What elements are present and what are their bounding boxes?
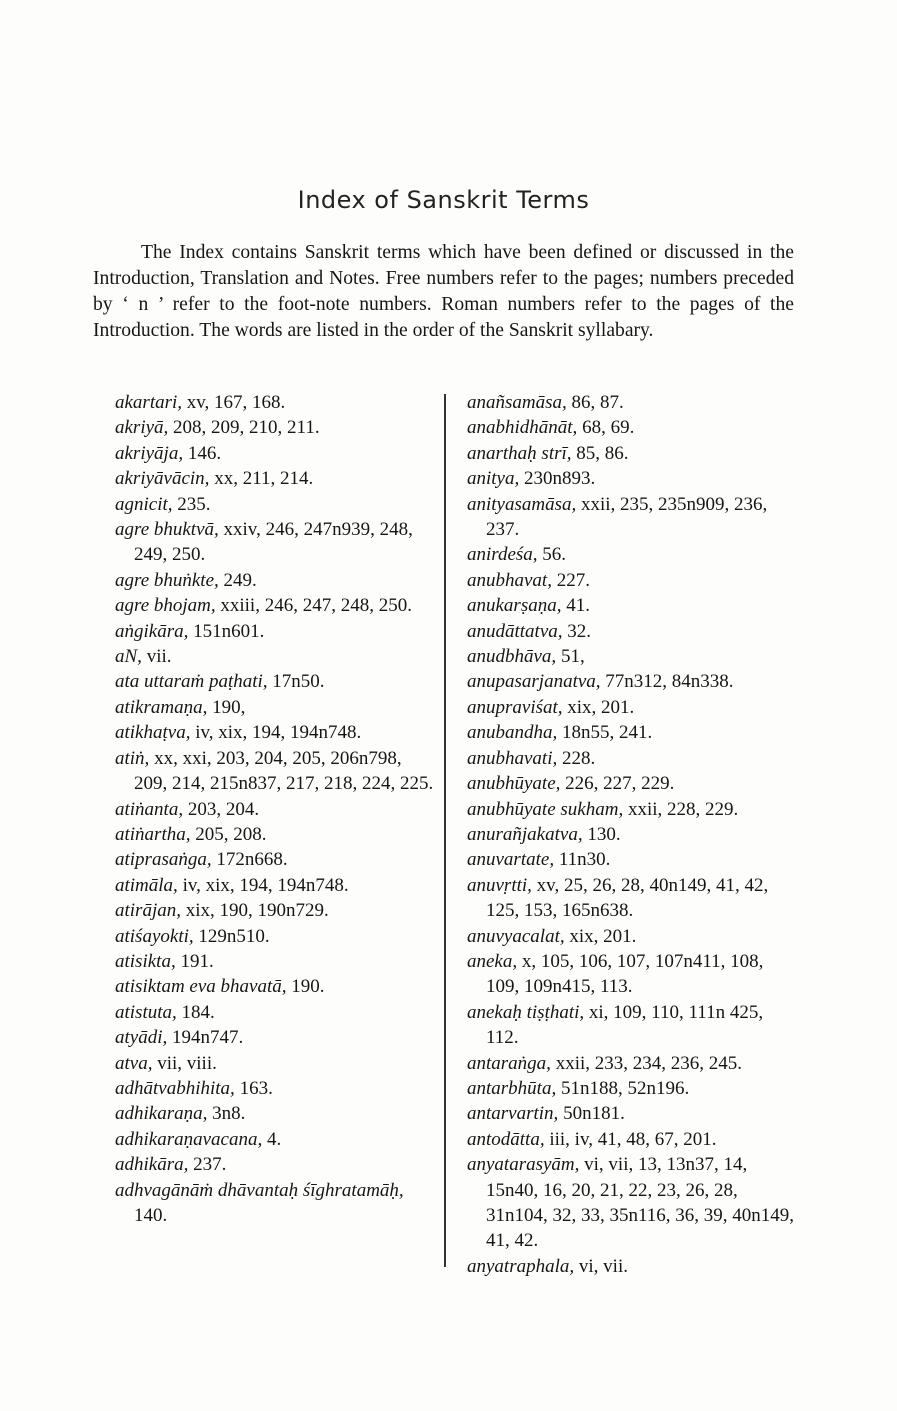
index-entry <box>467 619 797 644</box>
entry-term: atikramaṇa, <box>115 696 208 718</box>
entry-refs: xxiv, 246, 247n939, 248, 249, 250. <box>134 519 413 566</box>
entry-term: aṅgikāra, <box>115 620 189 642</box>
index-entry <box>115 746 435 797</box>
entry-refs: iii, iv, 41, 48, 67, 201. <box>549 1128 717 1150</box>
entry-refs: vii, viii. <box>157 1052 217 1074</box>
entry-refs: 50n181. <box>563 1103 625 1125</box>
index-entry <box>467 924 797 949</box>
intro-paragraph: The Index contains Sanskrit terms which have been defined or discussed in the Introduction, Translation and Notes. Free numbers refer to the pages; numbers preceded by ‘ n ’ refer to the foot-note numbers. Roman numbers refer to the pages of the Introduction. The words are listed in the order of the Sanskrit syllabary. <box>93 242 794 341</box>
entry-refs: 237. <box>193 1154 227 1176</box>
entry-term: ata uttaraṁ paṭhati, <box>115 671 268 693</box>
entry-refs: vi, vii, 13, 13n37, 14, 15n40, 16, 20, 21, 22, 23, 26, 28, 31n104, 32, 33, 35n116, 36, 39, 40n149, 41, 42. <box>486 1154 795 1252</box>
index-entry <box>115 695 435 720</box>
index-entry <box>115 619 435 644</box>
entry-term: agnicit, <box>115 493 173 515</box>
index-entry <box>115 949 435 974</box>
index-entry <box>115 1076 435 1101</box>
entry-term: atiśayokti, <box>115 925 194 947</box>
entry-term: atiprasaṅga, <box>115 849 212 871</box>
entry-term: anuvartate, <box>467 849 555 871</box>
entry-refs: 226, 227, 229. <box>565 773 675 795</box>
entry-term: atiṅ, <box>115 747 150 769</box>
entry-term: anityasamāsa, <box>467 493 577 515</box>
entry-term: anabhidhānāt, <box>467 417 578 439</box>
entry-refs: x, 105, 106, 107, 107n411, 108, 109, 109n415, 113. <box>486 950 764 998</box>
entry-refs: iv, xix, 194, 194n748. <box>195 722 362 744</box>
entry-term: adhikāra, <box>115 1154 189 1176</box>
entry-refs: xix, 201. <box>569 925 637 947</box>
entry-term: anuvyacalat, <box>467 925 565 947</box>
entry-refs: 18n55, 241. <box>562 722 653 744</box>
entry-term: akartari, <box>115 392 183 413</box>
entry-refs: 235. <box>177 493 211 515</box>
entry-term: atisiktam eva bhavatā, <box>115 976 287 998</box>
index-entry <box>467 695 797 720</box>
index-entry <box>115 898 435 923</box>
index-column-left <box>115 390 435 1228</box>
index-entry <box>467 1127 797 1152</box>
entry-refs: 172n668. <box>216 849 288 871</box>
entry-term: agre bhuṅkte, <box>115 569 219 591</box>
entry-refs: vii. <box>146 646 172 668</box>
entry-term: adhātvabhihita, <box>115 1077 235 1099</box>
entry-term: anubhūyate sukham, <box>467 798 624 820</box>
index-entry <box>467 492 797 543</box>
column-divider <box>444 394 446 1267</box>
index-entry <box>467 771 797 796</box>
entry-refs: 77n312, 84n338. <box>605 671 734 693</box>
entry-refs: 129n510. <box>198 925 270 947</box>
index-entry <box>115 1127 435 1152</box>
entry-refs: 32. <box>567 620 592 642</box>
entry-refs: 51, <box>560 646 585 668</box>
index-entry <box>115 415 435 440</box>
index-entry <box>467 1101 797 1126</box>
entry-term: antarbhūta, <box>467 1077 557 1099</box>
entry-refs: 190. <box>291 976 325 998</box>
index-entry <box>467 466 797 491</box>
entry-term: adhvagānāṁ dhāvantaḥ śīghratamāḥ, <box>115 1179 404 1201</box>
index-entry <box>115 466 435 491</box>
index-entry <box>115 492 435 517</box>
entry-term: atistuta, <box>115 1001 177 1023</box>
entry-term: anyatarasyām, <box>467 1154 580 1176</box>
entry-term: anukarṣaṇa, <box>467 595 562 617</box>
entry-refs: 140. <box>134 1205 168 1226</box>
index-entry <box>115 1025 435 1050</box>
index-entry <box>115 1051 435 1076</box>
index-entry <box>115 669 435 694</box>
entry-term: akriyāvācin, <box>115 468 210 490</box>
entry-refs: xx, 211, 214. <box>214 468 314 490</box>
index-column-right <box>467 390 797 1279</box>
page-title: Index of Sanskrit Terms <box>297 186 590 214</box>
entry-term: adhikaraṇa, <box>115 1103 208 1125</box>
entry-refs: 17n50. <box>272 671 325 693</box>
index-entry <box>115 568 435 593</box>
entry-refs: 163. <box>239 1077 273 1099</box>
entry-term: anubandha, <box>467 722 558 744</box>
entry-refs: 230n893. <box>524 468 596 490</box>
entry-refs: 85, 86. <box>576 442 629 464</box>
entry-refs: 56. <box>542 544 567 566</box>
entry-term: aN, <box>115 646 142 668</box>
entry-term: anekaḥ tiṣṭhati, <box>467 1001 585 1023</box>
index-entry <box>467 593 797 618</box>
entry-term: akriyāja, <box>115 442 184 464</box>
entry-term: anupraviśat, <box>467 696 563 718</box>
entry-refs: iv, xix, 194, 194n748. <box>182 874 349 896</box>
entry-term: atva, <box>115 1052 153 1074</box>
index-entry <box>467 568 797 593</box>
index-entry <box>467 1254 797 1279</box>
index-entry <box>467 746 797 771</box>
index-entry <box>467 949 797 1000</box>
index-entry <box>467 390 797 415</box>
entry-term: atirājan, <box>115 900 181 922</box>
entry-term: atyādi, <box>115 1027 168 1049</box>
index-entry <box>115 924 435 949</box>
entry-refs: 130. <box>587 823 621 845</box>
index-entry <box>115 1101 435 1126</box>
entry-term: atiṅartha, <box>115 823 191 845</box>
entry-refs: 151n601. <box>193 620 265 642</box>
entry-refs: xv, 25, 26, 28, 40n149, 41, 42, 125, 153, 165n638. <box>486 874 769 922</box>
index-entry <box>467 720 797 745</box>
entry-term: atisikta, <box>115 950 176 972</box>
index-entry <box>467 1152 797 1254</box>
index-entry <box>115 517 435 568</box>
entry-refs: 3n8. <box>212 1103 246 1125</box>
entry-term: anitya, <box>467 468 520 490</box>
index-entry <box>115 873 435 898</box>
index-entry <box>467 1076 797 1101</box>
entry-term: akriyā, <box>115 417 169 439</box>
entry-refs: 194n747. <box>172 1027 244 1049</box>
index-entry <box>467 797 797 822</box>
index-entry <box>467 415 797 440</box>
entry-refs: vi, vii. <box>578 1255 628 1277</box>
index-entry <box>115 1000 435 1025</box>
entry-term: anañsamāsa, <box>467 392 567 413</box>
index-entry <box>467 847 797 872</box>
entry-term: anuvṛtti, <box>467 874 532 896</box>
entry-refs: 249. <box>223 569 257 591</box>
index-entry <box>467 1000 797 1051</box>
index-entry <box>115 797 435 822</box>
entry-term: agre bhojam, <box>115 595 216 617</box>
index-entry <box>467 441 797 466</box>
index-entry <box>467 1051 797 1076</box>
entry-refs: xix, 201. <box>567 696 635 718</box>
entry-refs: xi, 109, 110, 111n 425, 112. <box>486 1001 764 1049</box>
entry-term: anubhavat, <box>467 569 552 591</box>
entry-refs: 190, <box>212 696 246 718</box>
index-entry <box>115 847 435 872</box>
entry-refs: 86, 87. <box>571 392 624 413</box>
index-entry <box>115 1152 435 1177</box>
entry-term: aneka, <box>467 950 518 972</box>
index-entry <box>115 1178 435 1229</box>
index-entry <box>467 542 797 567</box>
entry-refs: xxii, 228, 229. <box>627 798 739 820</box>
index-entry <box>115 720 435 745</box>
entry-refs: xv, 167, 168. <box>186 392 286 413</box>
entry-term: adhikaraṇavacana, <box>115 1128 263 1150</box>
entry-refs: xxiii, 246, 247, 248, 250. <box>220 595 412 617</box>
entry-refs: 205, 208. <box>195 823 267 845</box>
index-entry <box>467 822 797 847</box>
entry-term: atiṅanta, <box>115 798 184 820</box>
entry-term: anirdeśa, <box>467 544 538 566</box>
entry-refs: 51n188, 52n196. <box>560 1077 690 1099</box>
entry-refs: 208, 209, 210, 211. <box>173 417 320 439</box>
entry-refs: xxii, 233, 234, 236, 245. <box>555 1052 742 1074</box>
entry-refs: 41. <box>566 595 590 617</box>
index-entry <box>467 873 797 924</box>
index-entry <box>467 644 797 669</box>
entry-term: atikhaṭva, <box>115 722 191 744</box>
entry-term: anarthaḥ strī, <box>467 442 572 464</box>
entry-term: anupasarjanatva, <box>467 671 601 693</box>
index-entry <box>115 593 435 618</box>
index-entry <box>467 669 797 694</box>
entry-term: anudbhāva, <box>467 646 557 668</box>
entry-refs: xix, 190, 190n729. <box>185 900 329 922</box>
index-entry <box>115 390 435 415</box>
index-entry <box>115 644 435 669</box>
entry-refs: 228. <box>562 747 596 769</box>
entry-term: agre bhuktvā, <box>115 519 219 541</box>
entry-term: anurañjakatva, <box>467 823 583 845</box>
entry-term: atimāla, <box>115 874 178 896</box>
entry-refs: xxii, 235, 235n909, 236, 237. <box>486 493 768 541</box>
entry-refs: 146. <box>187 442 222 464</box>
entry-term: anubhavati, <box>467 747 558 769</box>
entry-refs: 184. <box>181 1001 215 1023</box>
entry-term: antarvartin, <box>467 1103 559 1125</box>
entry-refs: 4. <box>266 1128 282 1150</box>
entry-refs: 191. <box>180 950 214 972</box>
entry-refs: 227. <box>556 569 590 591</box>
entry-refs: 11n30. <box>558 849 611 871</box>
entry-term: antodātta, <box>467 1128 545 1150</box>
index-entry <box>115 441 435 466</box>
entry-refs: 68, 69. <box>582 417 635 439</box>
entry-term: anubhūyate, <box>467 773 561 795</box>
index-entry <box>115 822 435 847</box>
entry-refs: xx, xxi, 203, 204, 205, 206n798, 209, 214, 215n837, 217, 218, 224, 225. <box>134 747 434 795</box>
entry-term: anyatraphala, <box>467 1255 575 1277</box>
entry-term: anudāttatva, <box>467 620 563 642</box>
index-entry <box>115 974 435 999</box>
entry-refs: 203, 204. <box>187 798 260 820</box>
entry-term: antaraṅga, <box>467 1052 551 1074</box>
